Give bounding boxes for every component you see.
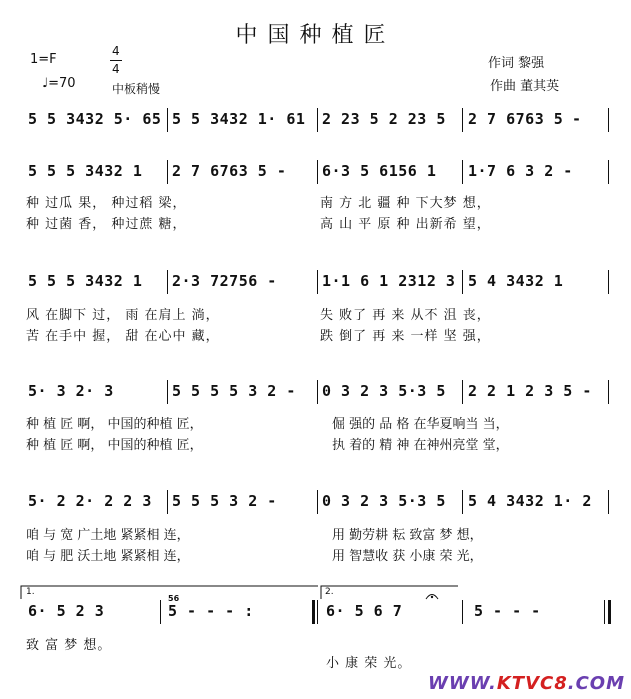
l3-lyric-v2-a: 苦 在手中 握， 甜 在心中 藏，: [26, 329, 220, 344]
l4-measure-3: 0 3 2 3 5·3 5: [322, 382, 446, 400]
site-watermark: [428, 673, 625, 694]
l5-measure-3: 0 3 2 3 5·3 5: [322, 492, 446, 510]
barline: [317, 160, 318, 184]
barline: [608, 108, 609, 132]
l5-measure-2: 5 5 5 3 2 -: [172, 492, 277, 510]
l3-measure-1: 5 5 5 3432 1: [28, 272, 143, 290]
song-title: 中国种植匠: [235, 23, 396, 48]
l2-measure-2: 2 7 6763 5 -: [172, 162, 287, 180]
l6-ratio-mark: 56: [168, 594, 180, 603]
l1-measure-2: 5 5 3432 1· 61: [172, 110, 306, 128]
watermark-prefix: WWW.: [428, 673, 497, 694]
final-barline-thick: [608, 600, 611, 624]
l6-measure-4: 5 - - -: [474, 602, 541, 620]
l4-lyric-v2-a: 种 植 匠 啊， 中国的种植 匠，: [26, 438, 203, 453]
l2-measure-1: 5 5 5 3432 1: [28, 162, 143, 180]
l3-lyric-v2-b: 跌 倒了 再 来 一样 坚 强，: [320, 329, 491, 344]
l6-measure-1: 6· 5 2 3: [28, 602, 105, 620]
barline: [608, 380, 609, 404]
barline: [608, 490, 609, 514]
final-barline-thin: [604, 600, 605, 624]
l3-lyric-v1-a: 风 在脚下 过， 雨 在肩上 淌，: [26, 308, 220, 323]
barline: [462, 600, 463, 624]
barline: [462, 160, 463, 184]
time-signature-bottom: 4: [112, 62, 120, 76]
l3-measure-2: 2·3 72756 -: [172, 272, 277, 290]
time-signature-line: [110, 60, 122, 61]
l2-lyric-v1-b: 南 方 北 疆 种 下大梦 想，: [320, 196, 491, 211]
barline: [167, 490, 168, 514]
l4-measure-2: 5 5 5 5 3 2 -: [172, 382, 296, 400]
composer: 作曲 董其英: [490, 79, 560, 94]
barline: [608, 160, 609, 184]
l6-lyric-v2: 小 康 荣 光。: [326, 656, 412, 671]
l3-measure-3: 1·1 6 1 2312 3: [322, 272, 456, 290]
l2-measure-4: 1·7 6 3 2 -: [468, 162, 573, 180]
barline: [167, 380, 168, 404]
l4-measure-4: 2 2 1 2 3 5 -: [468, 382, 592, 400]
time-signature-top: 4: [112, 44, 120, 58]
fermata-icon: [424, 590, 440, 600]
barline: [317, 380, 318, 404]
repeat-barline-thin: [317, 600, 318, 624]
barline: [160, 600, 161, 624]
l3-measure-4: 5 4 3432 1: [468, 272, 564, 290]
l1-measure-1: 5 5 3432 5· 65: [28, 110, 162, 128]
tempo-mark: ♩=70: [42, 76, 76, 91]
watermark-suffix: .COM: [567, 673, 626, 694]
barline: [167, 108, 168, 132]
l5-measure-1: 5· 2 2· 2 2 3: [28, 492, 152, 510]
l2-lyric-v2-a: 种 过菌 香， 种过蔗 糖，: [26, 217, 187, 232]
tempo-text: 中板稍慢: [112, 82, 161, 96]
l5-lyric-v1-b: 用 勤劳耕 耘 致富 梦 想，: [332, 528, 483, 543]
l1-dash: -: [572, 110, 582, 128]
l4-lyric-v1-a: 种 植 匠 啊， 中国的种植 匠，: [26, 417, 203, 432]
barline: [167, 270, 168, 294]
l5-measure-4: 5 4 3432 1· 2: [468, 492, 592, 510]
barline: [608, 270, 609, 294]
lyricist: 作词 黎强: [488, 56, 545, 71]
l1-measure-4: 2 7 6763 5: [468, 110, 564, 128]
l6-lyric-v1: 致 富 梦 想。: [26, 638, 112, 653]
l5-lyric-v2-b: 用 智慧收 获 小康 荣 光，: [332, 549, 483, 564]
barline: [317, 108, 318, 132]
barline: [167, 160, 168, 184]
l4-lyric-v1-b: 倔 强的 品 格 在华夏响当 当，: [332, 417, 509, 432]
barline: [462, 380, 463, 404]
l5-lyric-v2-a: 咱 与 肥 沃土地 紧紧相 连，: [26, 549, 190, 564]
barline: [462, 108, 463, 132]
l2-lyric-v2-b: 高 山 平 原 种 出新希 望，: [320, 217, 491, 232]
key-signature: 1=F: [30, 52, 57, 67]
l2-measure-3: 6·3 5 6156 1: [322, 162, 437, 180]
barline: [462, 490, 463, 514]
l5-lyric-v1-a: 咱 与 宽 广土地 紧紧相 连，: [26, 528, 190, 543]
barline: [317, 270, 318, 294]
l2-lyric-v1-a: 种 过瓜 果， 种过稻 梁，: [26, 196, 187, 211]
l4-measure-1: 5· 3 2· 3: [28, 382, 114, 400]
volta-1-label: 1.: [26, 587, 35, 597]
l4-lyric-v2-b: 执 着的 精 神 在神州亮堂 堂，: [332, 438, 509, 453]
repeat-barline-thick: [312, 600, 315, 624]
l3-lyric-v1-b: 失 败了 再 来 从不 沮 丧，: [320, 308, 491, 323]
barline: [317, 490, 318, 514]
l6-measure-3: 6· 5 6 7: [326, 602, 403, 620]
l1-measure-3: 2 23 5 2 23 5: [322, 110, 446, 128]
barline: [462, 270, 463, 294]
volta-2-label: 2.: [325, 587, 334, 597]
watermark-brand: KTVC8: [496, 673, 568, 694]
l6-measure-2: 5 - - - :: [168, 602, 254, 620]
